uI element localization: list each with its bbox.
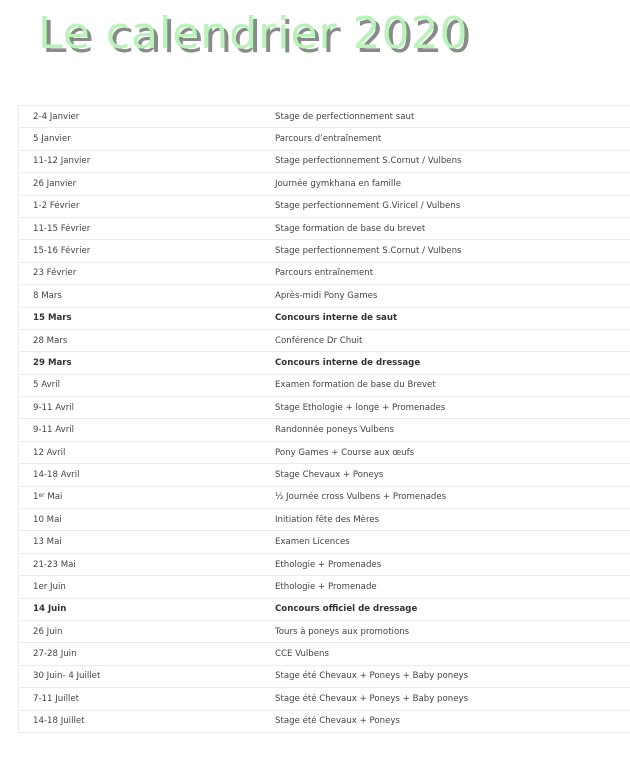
date-cell: [19, 201, 261, 211]
date-text: 11-12 Janvier: [33, 156, 91, 167]
table-row: [19, 285, 630, 307]
event-cell: Examen Licences: [275, 537, 350, 548]
table-row: [19, 576, 630, 598]
table-row: [19, 666, 630, 688]
date-cell: [19, 492, 261, 502]
date-month: Mai: [44, 492, 63, 503]
date-text: 11-15 Février: [33, 223, 91, 234]
event-cell: Stage Ethologie + longe + Promenades: [275, 402, 446, 413]
table-row: [19, 173, 630, 195]
date-text: 21-23 Mai: [33, 559, 76, 570]
date-text: 5 Janvier: [33, 134, 71, 145]
event-cell: Stage perfectionnement S.Cornut / Vulbens: [275, 156, 462, 167]
table-row: [19, 599, 630, 621]
table-row: [19, 240, 630, 262]
date-text: 14 Juin: [33, 604, 67, 615]
date-text: 1-2 Février: [33, 201, 80, 212]
date-text: 2-4 Janvier: [33, 111, 80, 122]
event-cell: Examen formation de base du Brevet: [275, 380, 436, 391]
date-cell: [19, 358, 261, 368]
date-cell: [19, 560, 261, 570]
date-text: 28 Mars: [33, 335, 68, 346]
table-row: [19, 464, 630, 486]
date-text: 26 Juin: [33, 626, 63, 637]
event-cell: CCE Vulbens: [275, 649, 329, 660]
date-cell: [19, 470, 261, 480]
date-cell: [19, 425, 261, 435]
date-cell: [19, 224, 261, 234]
date-text: 15 Mars: [33, 313, 72, 324]
table-row: [19, 554, 630, 576]
event-cell: Tours à poneys aux promotions: [275, 626, 410, 637]
table-row: [19, 352, 630, 374]
page-title: Le calendrier 2020: [38, 8, 469, 59]
date-cell: [19, 134, 261, 144]
date-cell: [19, 627, 261, 637]
event-cell: Parcours d’entraînement: [275, 134, 382, 145]
date-text: 5 Avril: [33, 380, 60, 391]
table-row: [19, 128, 630, 150]
event-cell: Initiation fête des Mères: [275, 514, 380, 525]
event-cell: Stage été Chevaux + Poneys + Baby poneys: [275, 671, 469, 682]
event-cell: Ethologie + Promenade: [275, 581, 377, 592]
date-cell: [19, 515, 261, 525]
date-cell: [19, 246, 261, 256]
date-text: 26 Janvier: [33, 178, 77, 189]
event-cell: Concours officiel de dressage: [275, 604, 418, 615]
event-cell: Parcours entraînement: [275, 268, 374, 279]
calendar-table: [18, 105, 630, 733]
event-cell: Stage perfectionnement S.Cornut / Vulbens: [275, 246, 462, 257]
event-cell: Pony Games + Course aux œufs: [275, 447, 415, 458]
table-row: [19, 375, 630, 397]
date-text: 29 Mars: [33, 357, 72, 368]
date-cell: [19, 694, 261, 704]
date-text: 9-11 Avril: [33, 425, 75, 436]
date-cell: [19, 716, 261, 726]
table-row: [19, 487, 630, 509]
date-cell: [19, 156, 261, 166]
date-cell: [19, 179, 261, 189]
table-row: [19, 419, 630, 441]
date-text: 14-18 Avril: [33, 469, 80, 480]
event-cell: Journée gymkhana en famille: [275, 178, 401, 189]
table-row: [19, 263, 630, 285]
event-cell: Concours interne de saut: [275, 313, 398, 324]
date-cell: [19, 649, 261, 659]
date-cell: [19, 112, 261, 122]
date-cell: [19, 313, 261, 323]
date-cell: [19, 403, 261, 413]
table-row: [19, 531, 630, 553]
date-text: 7-11 Juillet: [33, 693, 80, 704]
table-row: [19, 151, 630, 173]
date-text: 10 Mai: [33, 514, 62, 525]
table-row: [19, 308, 630, 330]
table-row: [19, 643, 630, 665]
event-cell: Stage été Chevaux + Poneys + Baby poneys: [275, 693, 469, 704]
date-cell: [19, 336, 261, 346]
table-row: [19, 621, 630, 643]
event-cell: Concours interne de dressage: [275, 357, 421, 368]
date-text: 1er Juin: [33, 581, 66, 592]
event-cell: Stage été Chevaux + Poneys: [275, 716, 400, 727]
table-row: [19, 330, 630, 352]
event-cell: Ethologie + Promenades: [275, 559, 382, 570]
date-ordinal-suffix: er: [38, 492, 45, 500]
date-cell: [19, 604, 261, 614]
table-row: [19, 218, 630, 240]
date-text: 15-16 Février: [33, 246, 91, 257]
date-text: 23 Février: [33, 268, 77, 279]
event-cell: Stage de perfectionnement saut: [275, 111, 415, 122]
date-cell: [19, 380, 261, 390]
date-cell: [19, 268, 261, 278]
event-cell: Conférence Dr Chuit: [275, 335, 363, 346]
table-row: [19, 106, 630, 128]
event-cell: Stage formation de base du brevet: [275, 223, 426, 234]
date-cell: [19, 448, 261, 458]
table-row: [19, 711, 630, 733]
date-cell: [19, 291, 261, 301]
table-row: [19, 442, 630, 464]
table-row: [19, 196, 630, 218]
date-text: 14-18 Juillet: [33, 716, 85, 727]
date-text: 13 Mai: [33, 537, 62, 548]
date-text: 30 Juin- 4 Juillet: [33, 671, 101, 682]
date-cell: [19, 537, 261, 547]
date-text: 9-11 Avril: [33, 402, 75, 413]
event-cell: Stage Chevaux + Poneys: [275, 469, 384, 480]
event-cell: Après-midi Pony Games: [275, 290, 378, 301]
table-row: [19, 688, 630, 710]
date-text: 27-28 Juin: [33, 649, 77, 660]
date-text: 12 Avril: [33, 447, 66, 458]
date-cell: [19, 671, 261, 681]
table-row: [19, 397, 630, 419]
date-text: 1: [33, 492, 39, 503]
date-cell: [19, 582, 261, 592]
event-cell: ½ Journée cross Vulbens + Promenades: [275, 492, 447, 503]
table-row: [19, 509, 630, 531]
event-cell: Randonnée poneys Vulbens: [275, 425, 394, 436]
date-text: 8 Mars: [33, 290, 62, 301]
event-cell: Stage perfectionnement G.Viricel / Vulbens: [275, 201, 461, 212]
